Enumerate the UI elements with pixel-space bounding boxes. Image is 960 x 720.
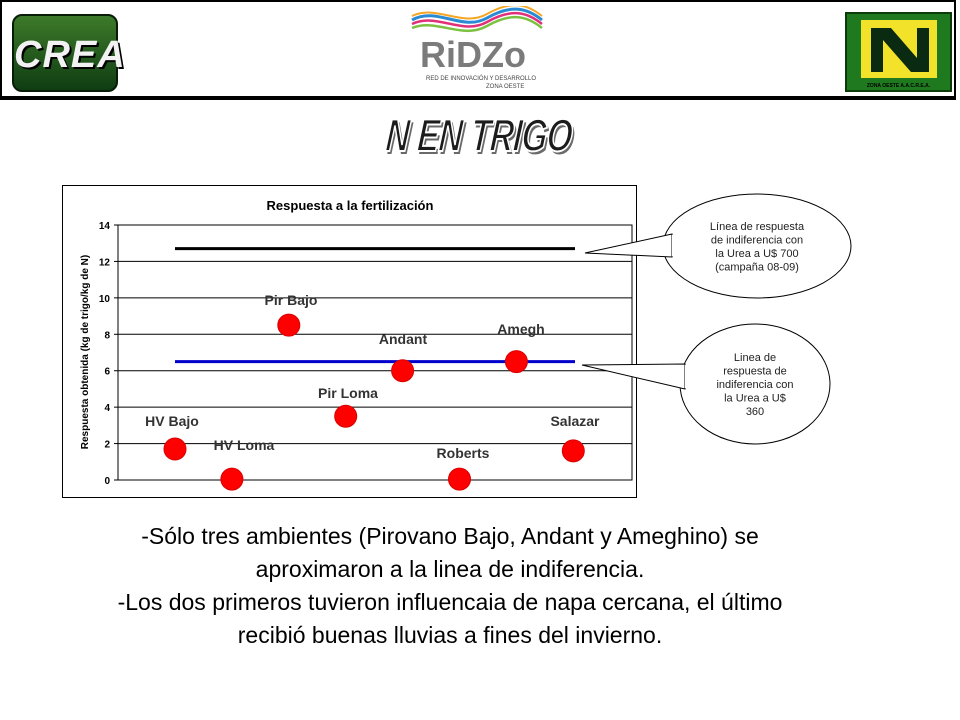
data-label-hv-bajo: HV Bajo xyxy=(145,413,199,429)
y-tick-label: 12 xyxy=(98,257,110,269)
data-label-pir-bajo: Pir Bajo xyxy=(264,292,318,308)
conclusion-line-1: -Sólo tres ambientes (Pirovano Bajo, Andant y Ameghino) se xyxy=(141,523,759,549)
callout-text-line: (campaña 08-09) xyxy=(715,261,799,274)
y-tick-label: 10 xyxy=(98,293,110,305)
data-point-amegh xyxy=(505,351,527,373)
callout-text-line: indiferencia con xyxy=(716,379,794,391)
data-point-roberts xyxy=(449,468,471,490)
y-tick-label: 6 xyxy=(104,366,110,378)
crea-logo-text: CREA xyxy=(14,34,126,76)
callout-pointer xyxy=(585,234,672,257)
callout-text-line: Linea de xyxy=(733,352,777,364)
ridzo-subtitle: RED DE INNOVACIÓN Y DESARROLLO xyxy=(426,76,537,82)
callout-text-line: la Urea a U$ 700 xyxy=(715,247,799,260)
data-point-hv-loma xyxy=(221,468,243,490)
data-label-amegh: Amegh xyxy=(497,321,545,337)
data-label-andant: Andant xyxy=(378,331,428,347)
callout-text-1 xyxy=(710,221,805,274)
callout-text-line: de indiferencia con xyxy=(710,234,804,247)
data-point-hv-bajo xyxy=(164,438,186,460)
callout-text-line: Línea de respuesta xyxy=(709,220,805,233)
conclusion-line-3: -Los dos primeros tuvieron influencaia de napa cercana, el último xyxy=(117,589,783,615)
y-tick-label: 4 xyxy=(104,403,110,415)
data-point-pir-loma xyxy=(335,405,357,427)
data-point-salazar xyxy=(562,440,584,462)
y-tick-label: 2 xyxy=(104,439,110,451)
data-point-pir-bajo xyxy=(278,314,300,336)
ridzo-name: RiDZo xyxy=(420,34,526,75)
plot-area xyxy=(118,225,632,480)
y-tick-label: 14 xyxy=(98,221,110,232)
y-tick-label: 8 xyxy=(104,330,110,342)
y-tick-label: 0 xyxy=(104,476,110,487)
data-point-andant xyxy=(392,360,414,382)
callout-text-line: 360 xyxy=(745,406,765,418)
y-axis-label: Respuesta obtenida (kg de trigo/kg de N) xyxy=(80,254,91,450)
data-label-hv-loma: HV Loma xyxy=(213,437,275,453)
conclusion-line-4: recibió buenas lluvias a fines del invierno. xyxy=(237,622,663,648)
callout-pointer xyxy=(582,364,685,389)
callout-text-line: la Urea a U$ xyxy=(724,392,786,405)
zona-oeste-text: ZONA OESTE A.A.C.R.E.A. xyxy=(866,83,931,89)
slide-title: N EN TRIGO xyxy=(383,109,574,161)
data-label-pir-loma: Pir Loma xyxy=(318,385,378,401)
callout-text-line: respuesta de xyxy=(723,365,787,378)
data-label-salazar: Salazar xyxy=(550,413,600,429)
ridzo-subtitle-zone: ZONA OESTE xyxy=(486,84,525,90)
data-label-roberts: Roberts xyxy=(436,445,490,461)
chart-title: Respuesta a la fertilización xyxy=(266,198,434,213)
conclusion-line-2: aproximaron a la linea de indiferencia. xyxy=(255,556,645,582)
